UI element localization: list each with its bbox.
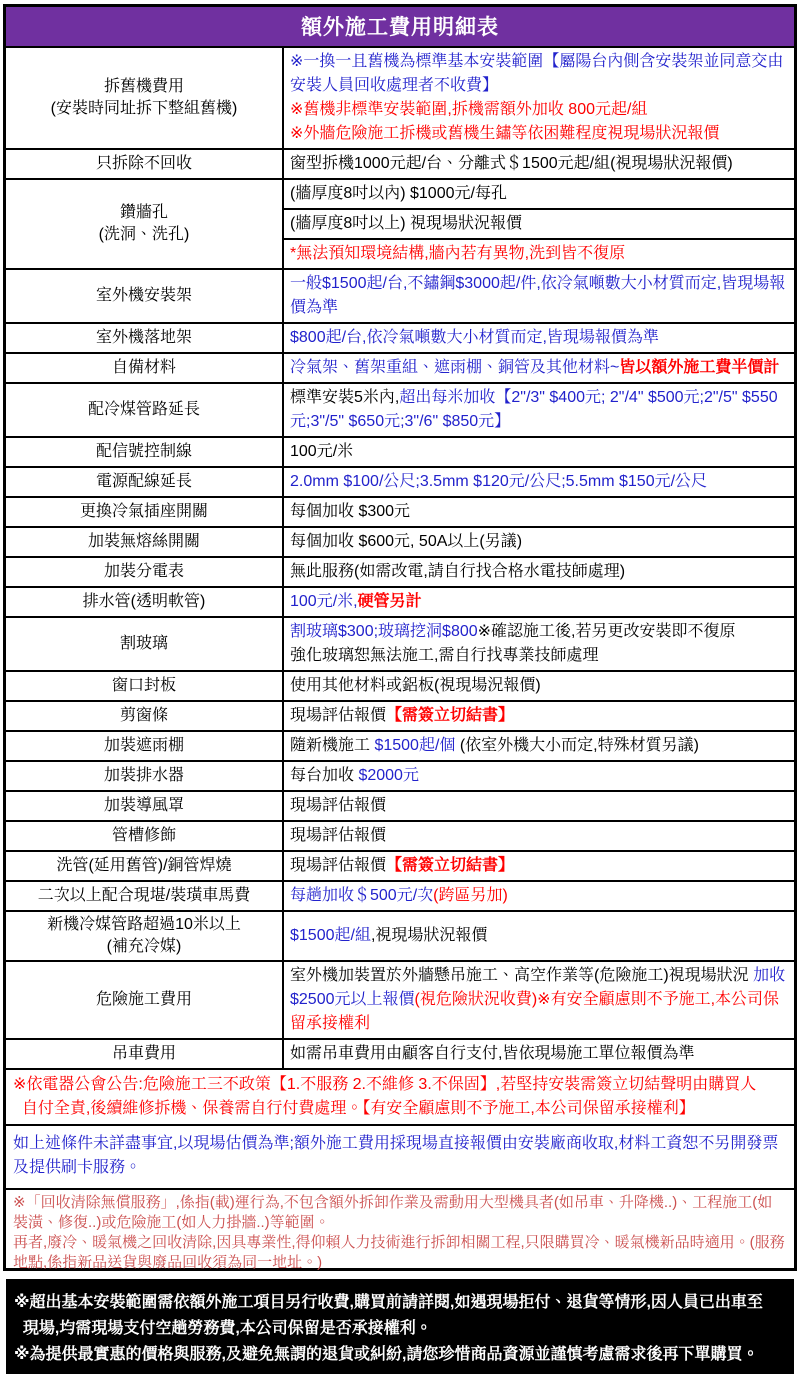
- fee-item-detail-line: [290, 854, 788, 878]
- text-segment: 割玻璃$300;玻璃挖洞$800: [290, 623, 478, 640]
- fee-item-label: [6, 961, 283, 1039]
- fee-item-detail: [283, 761, 794, 791]
- fee-item-label-line: (洗洞、洗孔): [98, 226, 190, 243]
- fee-table-row: [6, 323, 794, 353]
- fee-table-row: [6, 48, 794, 149]
- fee-item-label-line: 鑽牆孔: [119, 204, 168, 221]
- fee-item-detail: [283, 701, 794, 731]
- fee-item-detail-line: [290, 924, 788, 948]
- fee-item-detail-line: [290, 440, 788, 464]
- text-segment: $800起/台,依冷氣噸數大小材質而定,皆現場報價為準: [290, 329, 659, 346]
- fee-item-label-line: 加裝導風罩: [103, 797, 184, 814]
- fee-item-label-line: 室外機安裝架: [95, 287, 192, 304]
- fee-table-row: [6, 587, 794, 617]
- text-segment: $1500起/組: [290, 927, 371, 944]
- fee-table: [6, 48, 794, 1068]
- fee-item-detail-line: [290, 674, 788, 698]
- fee-item-label-line: 加裝分電表: [103, 563, 184, 580]
- fee-item-label: [6, 911, 283, 961]
- purchase-warning-footer: [6, 1284, 794, 1374]
- fee-item-detail-line: [290, 824, 788, 848]
- fee-table-row: [6, 911, 794, 961]
- note-line: 現場,均需現場支付空趟勞務費,本公司保留是否承接權利。: [14, 1320, 432, 1337]
- fee-item-label-line: 管槽修飾: [111, 827, 176, 844]
- fee-item-detail-line: [290, 152, 788, 176]
- text-segment: 2.0mm $100/公尺;3.5mm $120元/公尺;5.5mm $150元/公尺: [290, 473, 708, 490]
- text-segment: 現場評估報價: [290, 827, 387, 844]
- fee-item-detail-line: [290, 644, 788, 668]
- text-segment: (牆厚度8吋以內) $1000元/每孔: [290, 185, 507, 202]
- fee-table-row: [6, 821, 794, 851]
- fee-item-label-line: 危險施工費用: [95, 991, 192, 1008]
- fee-item-detail-line: [290, 620, 788, 644]
- text-segment: 硬管另計: [357, 593, 422, 610]
- danger-policy-note: [6, 1068, 794, 1124]
- fee-item-detail: [283, 1039, 794, 1068]
- fee-item-detail: [283, 821, 794, 851]
- fee-table-row: [6, 497, 794, 527]
- fee-item-label: [6, 527, 283, 557]
- fee-item-detail-line: [290, 242, 788, 266]
- text-segment: 窗型拆機1000元起/台、分離式＄1500元起/組(視現場狀況報價): [290, 155, 733, 172]
- text-segment: ※確認施工後,若另更改安裝即不復原: [477, 623, 736, 640]
- text-segment: 現場評估報價: [290, 707, 387, 724]
- fee-table-row: [6, 353, 794, 383]
- fee-table-row: [6, 791, 794, 821]
- fee-table-row: [6, 671, 794, 701]
- fee-item-label: [6, 383, 283, 437]
- fee-item-label-line: 排水管(透明軟管): [82, 593, 206, 610]
- note-line: ※「回收清除無償服務」,係指(載)運行為,不包含額外拆卸作業及需動用大型機具者(如吊車、升降機..)、工程施工(如裝潢、修復..)或危險施工(如人力掛牆..)等範圍。: [13, 1194, 773, 1231]
- fee-item-label: [6, 179, 283, 269]
- fee-item-detail: [283, 671, 794, 701]
- text-segment: 隨新機施工: [290, 737, 375, 754]
- fee-table-row: [6, 557, 794, 587]
- fee-item-detail: [283, 497, 794, 527]
- fee-item-label: [6, 731, 283, 761]
- fee-item-label: [6, 467, 283, 497]
- fee-item-label-line: 更換冷氣插座開關: [79, 503, 208, 520]
- recycle-service-note: [6, 1188, 794, 1284]
- fee-table-row: [6, 701, 794, 731]
- fee-item-label: [6, 557, 283, 587]
- text-segment: 每個加收 $600元, 50A以上(另議): [290, 533, 523, 550]
- fee-item-detail: [283, 557, 794, 587]
- additional-fee-sheet: [3, 4, 797, 1363]
- text-segment: *無法預知環境結構,牆內若有異物,洗到皆不復原: [290, 245, 626, 262]
- fee-item-detail: [283, 353, 794, 383]
- fee-item-label-line: 新機冷媒管路超過10米以上: [47, 916, 241, 933]
- onsite-estimate-note: [6, 1124, 794, 1188]
- fee-item-detail-line: [290, 326, 788, 350]
- fee-item-detail-line: [290, 272, 788, 320]
- note-line: ※為提供最實惠的價格與服務,及避免無謂的退貨或糾紛,請您珍惜商品資源並謹慎考慮需求後再下單購買。: [14, 1346, 759, 1363]
- fee-item-label: [6, 149, 283, 179]
- fee-item-detail-line: [290, 98, 788, 122]
- fee-item-label-line: 配信號控制線: [95, 443, 192, 460]
- fee-item-label: [6, 497, 283, 527]
- fee-item-label: [6, 269, 283, 323]
- fee-item-detail: [283, 467, 794, 497]
- fee-item-label-line: 窗口封板: [111, 677, 176, 694]
- fee-item-detail: [283, 48, 794, 149]
- text-segment: ※外牆危險施工拆機或舊機生鏽等依困難程度視現場狀況報價: [290, 125, 720, 142]
- text-segment: 強化玻璃恕無法施工,需自行找專業技師處理: [290, 647, 599, 664]
- fee-item-label: [6, 587, 283, 617]
- fee-item-detail: [283, 587, 794, 617]
- fee-item-detail: [283, 383, 794, 437]
- fee-item-label: [6, 701, 283, 731]
- page-title: 額外施工費用明細表: [6, 7, 794, 48]
- text-segment: ※舊機非標準安裝範圍,拆機需額外加收 800元起/組: [290, 101, 648, 118]
- fee-item-label: [6, 761, 283, 791]
- text-segment: 【需簽立切結書】: [386, 707, 515, 724]
- fee-item-label: [6, 821, 283, 851]
- note-line: 如上述條件未詳盡事宜,以現場估價為準;額外施工費用採現場直接報價由安裝廠商收取,材料工資恕不另開發票及提供刷卡服務。: [13, 1135, 779, 1176]
- fee-item-detail: [283, 791, 794, 821]
- note-line: ※超出基本安裝範圍需依額外施工項目另行收費,購買前請詳閱,如遇現場拒付、退貨等情形,因人員已出車至: [14, 1294, 763, 1311]
- fee-item-detail-line: [290, 704, 788, 728]
- fee-item-label: [6, 48, 283, 149]
- text-segment: 一般$1500起/台,不鏽鋼$3000起/件,依冷氣噸數大小材質而定,皆現場報價為準: [290, 275, 786, 316]
- note-line: 自付全責,後續維修拆機、保養需自行付費處理。【有安全顧慮則不予施工,本公司保留承接權利】: [13, 1100, 695, 1117]
- text-segment: $1500起/個: [374, 737, 456, 754]
- fee-item-detail-line: [290, 212, 788, 236]
- fee-item-label: [6, 617, 283, 671]
- text-segment: 每個加收 $300元: [290, 503, 411, 520]
- fee-item-detail-line: [290, 50, 788, 98]
- fee-item-detail: [283, 239, 794, 269]
- fee-item-detail-line: [290, 964, 788, 1036]
- text-segment: 室外機加裝置於外牆懸吊施工、高空作業等(危險施工)視現場狀況: [290, 967, 754, 984]
- text-segment: 如需吊車費用由顧客自行支付,皆依現場施工單位報價為準: [290, 1045, 695, 1062]
- fee-item-detail: [283, 731, 794, 761]
- text-segment: 使用其他材料或鋁板(視現場況報價): [290, 677, 541, 694]
- text-segment: 每趟加收＄500元/次: [290, 887, 434, 904]
- fee-item-label-line: (補充冷媒): [106, 938, 182, 955]
- fee-item-label: [6, 437, 283, 467]
- fee-item-detail-line: [290, 182, 788, 206]
- text-segment: 100元/米,: [290, 593, 358, 610]
- fee-table-row: [6, 761, 794, 791]
- fee-item-label: [6, 323, 283, 353]
- text-segment: 無此服務(如需改電,請自行找合格水電技師處理): [290, 563, 626, 580]
- fee-table-row: [6, 179, 794, 209]
- fee-item-label: [6, 1039, 283, 1068]
- note-line: 再者,廢冷、暖氣機之回收清除,因具專業性,得仰賴人力技術進行拆卸相關工程,只限購買冷、暖氣機新品時適用。(服務地點,係指新品送貨與廢品回收須為同一地址。): [13, 1234, 785, 1271]
- fee-table-row: [6, 881, 794, 911]
- fee-table-row: [6, 851, 794, 881]
- fee-table-row: [6, 467, 794, 497]
- fee-item-label-line: 二次以上配合現堪/裝璜車馬費: [37, 887, 251, 904]
- fee-item-label-line: 室外機落地架: [95, 329, 192, 346]
- text-segment: (跨區另加): [433, 887, 508, 904]
- fee-item-detail: [283, 323, 794, 353]
- fee-item-detail: [283, 527, 794, 557]
- text-segment: (牆厚度8吋以上) 視現場狀況報價: [290, 215, 523, 232]
- text-segment: ,視現場狀況報價: [370, 927, 488, 944]
- fee-item-label-line: 加裝排水器: [103, 767, 184, 784]
- text-segment: $2000元: [358, 767, 419, 784]
- fee-table-row: [6, 961, 794, 1039]
- fee-table-row: [6, 269, 794, 323]
- fee-table-row: [6, 731, 794, 761]
- fee-item-detail-line: [290, 530, 788, 554]
- fee-item-label-line: 吊車費用: [111, 1045, 176, 1062]
- fee-item-detail: [283, 437, 794, 467]
- text-segment: (依室外機大小而定,特殊材質另議): [455, 737, 699, 754]
- fee-item-label: [6, 353, 283, 383]
- fee-table-row: [6, 437, 794, 467]
- fee-item-detail-line: [290, 764, 788, 788]
- note-line: ※依電器公會公告:危險施工三不政策【1.不服務 2.不維修 3.不保固】,若堅持安裝需簽立切結聲明由購買人: [13, 1076, 757, 1093]
- text-segment: 皆以額外施工費半價計: [619, 359, 780, 376]
- fee-item-label-line: (安裝時同址拆下整組舊機): [50, 100, 238, 117]
- fee-item-label: [6, 881, 283, 911]
- fee-item-detail: [283, 179, 794, 209]
- fee-item-detail-line: [290, 794, 788, 818]
- fee-item-detail: [283, 149, 794, 179]
- fee-item-detail: [283, 961, 794, 1039]
- fee-item-detail-line: [290, 734, 788, 758]
- fee-item-detail-line: [290, 500, 788, 524]
- fee-item-detail: [283, 911, 794, 961]
- fee-item-label-line: 只拆除不回收: [95, 155, 192, 172]
- text-segment: 加收$2500元以上報價: [290, 967, 786, 1008]
- fee-item-label-line: 洗管(延用舊管)/銅管焊燒: [56, 857, 232, 874]
- fee-item-label: [6, 671, 283, 701]
- fee-table-row: [6, 617, 794, 671]
- fee-item-label-line: 電源配線延長: [95, 473, 192, 490]
- fee-item-label: [6, 851, 283, 881]
- text-segment: 冷氣架、舊架重組、遮雨棚、銅管及其他材料~: [290, 359, 620, 376]
- text-segment: 超出每米加收【2"/3" $400元; 2"/4" $500元;2"/5" $550元;3"/5" $650元;3"/6" $850元】: [290, 389, 778, 430]
- fee-item-detail: [283, 269, 794, 323]
- text-segment: 100元/米: [290, 443, 354, 460]
- fee-table-row: [6, 1039, 794, 1068]
- text-segment: 現場評估報價: [290, 857, 387, 874]
- fee-item-detail: [283, 209, 794, 239]
- fee-item-label-line: 加裝無熔絲開關: [87, 533, 200, 550]
- text-segment: 現場評估報價: [290, 797, 387, 814]
- fee-item-detail-line: [290, 590, 788, 614]
- fee-item-detail-line: [290, 356, 788, 380]
- fee-item-detail-line: [290, 386, 788, 434]
- fee-item-label-line: 剪窗條: [119, 707, 168, 724]
- text-segment: (視危險狀況收費)※有安全顧慮則不予施工,本公司保留承接權利: [290, 991, 780, 1032]
- fee-item-detail-line: [290, 470, 788, 494]
- text-segment: ※一換一且舊機為標準基本安裝範圍【屬陽台內側含安裝架並同意交由安裝人員回收處理者不收費】: [290, 53, 784, 94]
- fee-item-label-line: 加裝遮雨棚: [103, 737, 184, 754]
- fee-table-row: [6, 527, 794, 557]
- fee-item-label: [6, 791, 283, 821]
- fee-item-detail-line: [290, 1042, 788, 1066]
- fee-item-label-line: 配冷煤管路延長: [87, 401, 200, 418]
- fee-item-detail: [283, 617, 794, 671]
- fee-item-label-line: 拆舊機費用: [103, 78, 184, 95]
- fee-item-label-line: 自備材料: [111, 359, 176, 376]
- fee-item-detail: [283, 881, 794, 911]
- text-segment: 每台加收: [290, 767, 359, 784]
- text-segment: 標準安裝5米內,: [290, 389, 400, 406]
- fee-table-row: [6, 383, 794, 437]
- text-segment: 【需簽立切結書】: [386, 857, 515, 874]
- fee-table-row: [6, 149, 794, 179]
- fee-item-detail-line: [290, 122, 788, 146]
- fee-item-detail: [283, 851, 794, 881]
- fee-item-detail-line: [290, 560, 788, 584]
- fee-item-label-line: 割玻璃: [119, 635, 168, 652]
- fee-item-detail-line: [290, 884, 788, 908]
